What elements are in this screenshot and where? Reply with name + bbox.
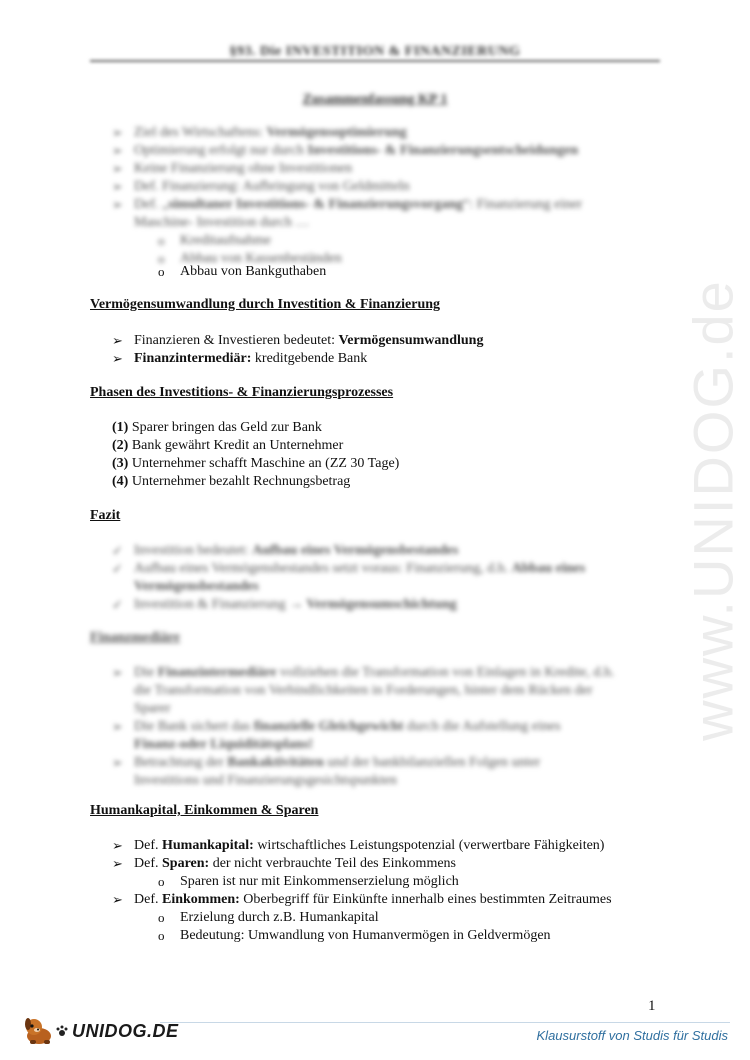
list-item: Die Bank sichert das finanzielle Gleichgewicht durch die Aufstellung eines: [134, 719, 561, 734]
list-item: Def. Einkommen: Oberbegriff für Einkünfte innerhalb eines bestimmten Zeitraumes: [134, 892, 612, 907]
list-item: Finanzieren & Investieren bedeutet: Vermögensumwandlung: [134, 333, 484, 348]
section-heading: Vermögensumwandlung durch Investition & Finanzierung: [90, 297, 441, 312]
list-item-continuation: Maschine- Investition durch …: [134, 215, 310, 230]
list-item-continuation: Vermögensbestandes: [134, 579, 259, 594]
list-item: Def. Humankapital: wirtschaftliches Leistungspotenzial (verwertbare Fähigkeiten): [134, 838, 605, 853]
circle-bullet-icon: o: [158, 910, 165, 925]
dog-mascot-icon: [22, 1016, 56, 1046]
list-item: (3) Unternehmer schafft Maschine an (ZZ 30 Tage): [112, 456, 400, 471]
arrow-bullet-icon: ➢: [112, 665, 123, 680]
list-item: Keine Finanzierung ohne Investitionen: [134, 161, 353, 176]
arrow-bullet-icon: ➢: [112, 892, 123, 907]
list-item: Betrachtung der Bankaktivitäten und der bankbilanziellen Folgen unter: [134, 755, 541, 770]
arrow-bullet-icon: ➢: [112, 197, 123, 212]
sub-list-item: Abbau von Kassenbeständen: [180, 251, 342, 266]
sub-list-item: Bedeutung: Umwandlung von Humanvermögen in Geldvermögen: [180, 928, 551, 943]
section-heading: Humankapital, Einkommen & Sparen: [90, 803, 319, 818]
arrow-bullet-icon: ➢: [112, 351, 123, 366]
list-item: Aufbau eines Vermögensbestandes setzt voraus: Finanzierung, d.h. Abbau eines: [134, 561, 586, 576]
arrow-bullet-icon: ➢: [112, 143, 123, 158]
section-heading: Fazit: [90, 508, 121, 523]
list-item: Def. Sparen: der nicht verbrauchte Teil des Einkommens: [134, 856, 457, 871]
list-item: Investition & Finanzierung → Vermögensumschichtung: [134, 597, 457, 612]
arrow-bullet-icon: ➢: [112, 125, 123, 140]
list-item-continuation: Investitions und Finanzierungsgesichtspunkten: [134, 773, 397, 788]
section-heading: Phasen des Investitions- & Finanzierungsprozesses: [90, 385, 394, 400]
footer-tagline: Klausurstoff von Studis für Studis: [536, 1028, 728, 1043]
paw-icon: [56, 1025, 68, 1037]
document-subtitle: Zusammenfassung KP 1: [302, 92, 448, 107]
list-item: (1) Sparer bringen das Geld zur Bank: [112, 420, 322, 435]
watermark: www.UNIDOG.de: [681, 279, 745, 741]
sub-list-item: Sparen ist nur mit Einkommenserzielung möglich: [180, 874, 459, 889]
list-item: Finanzintermediär: kreditgebende Bank: [134, 351, 368, 366]
logo-text: UNIDOG.DE: [72, 1020, 179, 1041]
list-item-continuation: Finanz-oder Liquiditätsplans!: [134, 737, 314, 752]
list-item: Def. Finanzierung: Aufbringung von Geldmitteln: [134, 179, 410, 194]
check-bullet-icon: ✓: [112, 543, 123, 558]
sub-list-item: Erzielung durch z.B. Humankapital: [180, 910, 379, 925]
list-item-continuation: die Transformation von Verbindlichkeiten in Forderungen, hinter dem Rücken der: [134, 683, 593, 698]
list-item: (2) Bank gewährt Kredit an Unternehmer: [112, 438, 344, 453]
circle-bullet-icon: o: [158, 928, 165, 943]
circle-bullet-icon: o: [158, 264, 165, 279]
arrow-bullet-icon: ➢: [112, 838, 123, 853]
list-item-continuation: Sparer: [134, 701, 171, 716]
section-heading: Finanzmediäre: [90, 630, 180, 645]
circle-bullet-icon: o: [158, 251, 165, 266]
arrow-bullet-icon: ➢: [112, 755, 123, 770]
list-item: Optimierung erfolgt nur durch Investitions- & Finanzierungsentscheidungen: [134, 143, 579, 158]
page-number: 1: [648, 998, 656, 1014]
sub-list-item: Abbau von Bankguthaben: [180, 264, 327, 279]
arrow-bullet-icon: ➢: [112, 179, 123, 194]
circle-bullet-icon: o: [158, 874, 165, 889]
arrow-bullet-icon: ➢: [112, 333, 123, 348]
arrow-bullet-icon: ➢: [112, 161, 123, 176]
footer-rule: [160, 1022, 730, 1023]
header-rule: [90, 60, 660, 62]
check-bullet-icon: ✓: [112, 561, 123, 576]
circle-bullet-icon: o: [158, 233, 165, 248]
arrow-bullet-icon: ➢: [112, 719, 123, 734]
list-item: Die Finanzintermediäre vollziehen die Transformation von Einlagen in Kredite, d.h.: [134, 665, 615, 680]
check-bullet-icon: ✓: [112, 597, 123, 612]
document-header: §93. Die INVESTITION & FINANZIERUNG: [229, 44, 521, 59]
list-item: Investition bedeutet: Aufbau eines Vermögensbestandes: [134, 543, 459, 558]
unidog-logo: [22, 1016, 179, 1046]
arrow-bullet-icon: ➢: [112, 856, 123, 871]
list-item: (4) Unternehmer bezahlt Rechnungsbetrag: [112, 474, 351, 489]
list-item: Def. „simultaner Investitions- & Finanzierungsvorgang“: Finanzierung einer: [134, 197, 583, 212]
list-item: Ziel des Wirtschaftens: Vermögensoptimierung: [134, 125, 407, 140]
sub-list-item: Kreditaufnahme: [180, 233, 271, 248]
